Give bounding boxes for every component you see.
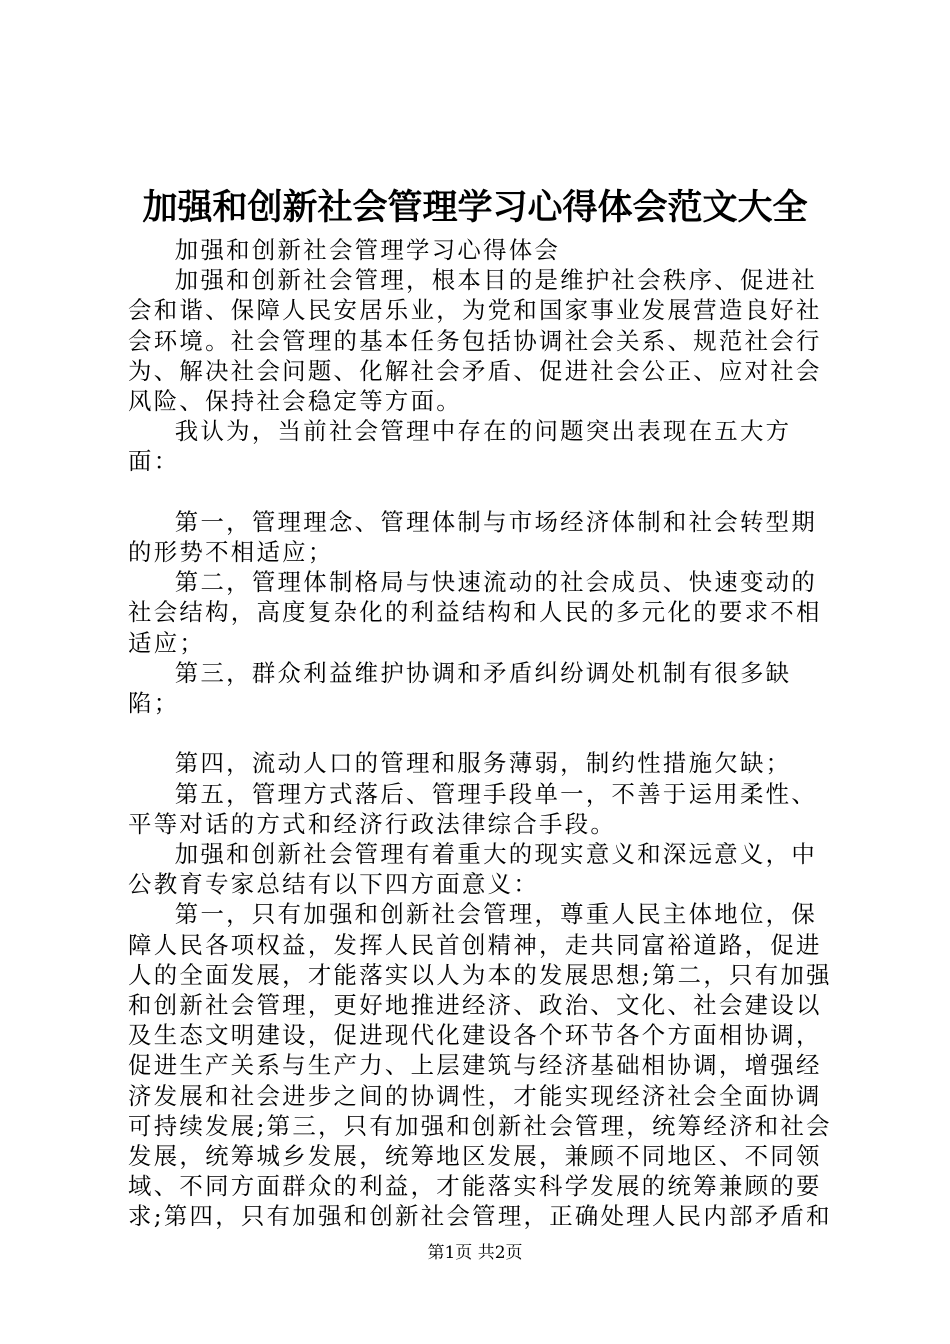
page-footer: 第1页 共2页 bbox=[427, 1243, 523, 1263]
problem-1-paragraph: 第一，管理理念、管理体制与市场经济体制和社会转型期的形势不相适应； bbox=[128, 507, 818, 567]
problem-3-paragraph: 第三，群众利益维护协调和矛盾纠纷调处机制有很多缺陷； bbox=[128, 658, 792, 718]
problem-5-paragraph: 第五，管理方式落后、管理手段单一，不善于运用柔性、平等对话的方式和经济行政法律综合手段。 bbox=[128, 779, 818, 838]
subtitle-paragraph: 加强和创新社会管理学习心得体会 bbox=[174, 236, 561, 264]
blank-line bbox=[128, 718, 833, 748]
document-body bbox=[128, 235, 833, 1232]
intro-paragraph: 加强和创新社会管理，根本目的是维护社会秩序、促进社会和谐、保障人民安居乐业，为党和国家事业发展营造良好社会环境。社会管理的基本任务包括协调社会关系、规范社会行为、解决社会问题、化解社会矛盾、促进社会公正、应对社会风险、保持社会稳定等方面。 bbox=[128, 266, 822, 416]
blank-line bbox=[128, 477, 833, 507]
significance-lead-paragraph: 加强和创新社会管理有着重大的现实意义和深远意义，中公教育专家总结有以下四方面意义： bbox=[128, 840, 818, 899]
problem-2-paragraph: 第二，管理体制格局与快速流动的社会成员、快速变动的社会结构，高度复杂化的利益结构和人民的多元化的要求不相适应； bbox=[128, 568, 822, 657]
document-title: 加强和创新社会管理学习心得体会范文大全 bbox=[142, 187, 808, 228]
problem-4-paragraph: 第四，流动人口的管理和服务薄弱，制约性措施欠缺； bbox=[174, 749, 792, 778]
significance-detail-paragraph: 第一，只有加强和创新社会管理，尊重人民主体地位，保障人民各项权益，发挥人民首创精神，走共同富裕道路，促进人的全面发展，才能落实以人为本的发展思想;第二，只有加强和创新社会管理，更好地推进经济、政治、文化、社会建设以及生态文明建设，促进现代化建设各个环节各个方面相协调，促进生产关系与生产力、上层建筑与经济基础相协调，增强经济发展和社会进步之间的协调性，才能实现经济社会全面协调可持续发展;第三，只有加强和创新社会管理，统筹经济和社会发展，统筹城乡发展，统筹地区发展，兼顾不同地区、不同领域、不同方面群众的利益，才能落实科学发展的统筹兼顾的要求;第四，只有加强和创新社会管理，正确处理人民内部矛盾和 bbox=[128, 900, 832, 1231]
problems-lead-paragraph: 我认为，当前社会管理中存在的问题突出表现在五大方面： bbox=[128, 417, 792, 476]
